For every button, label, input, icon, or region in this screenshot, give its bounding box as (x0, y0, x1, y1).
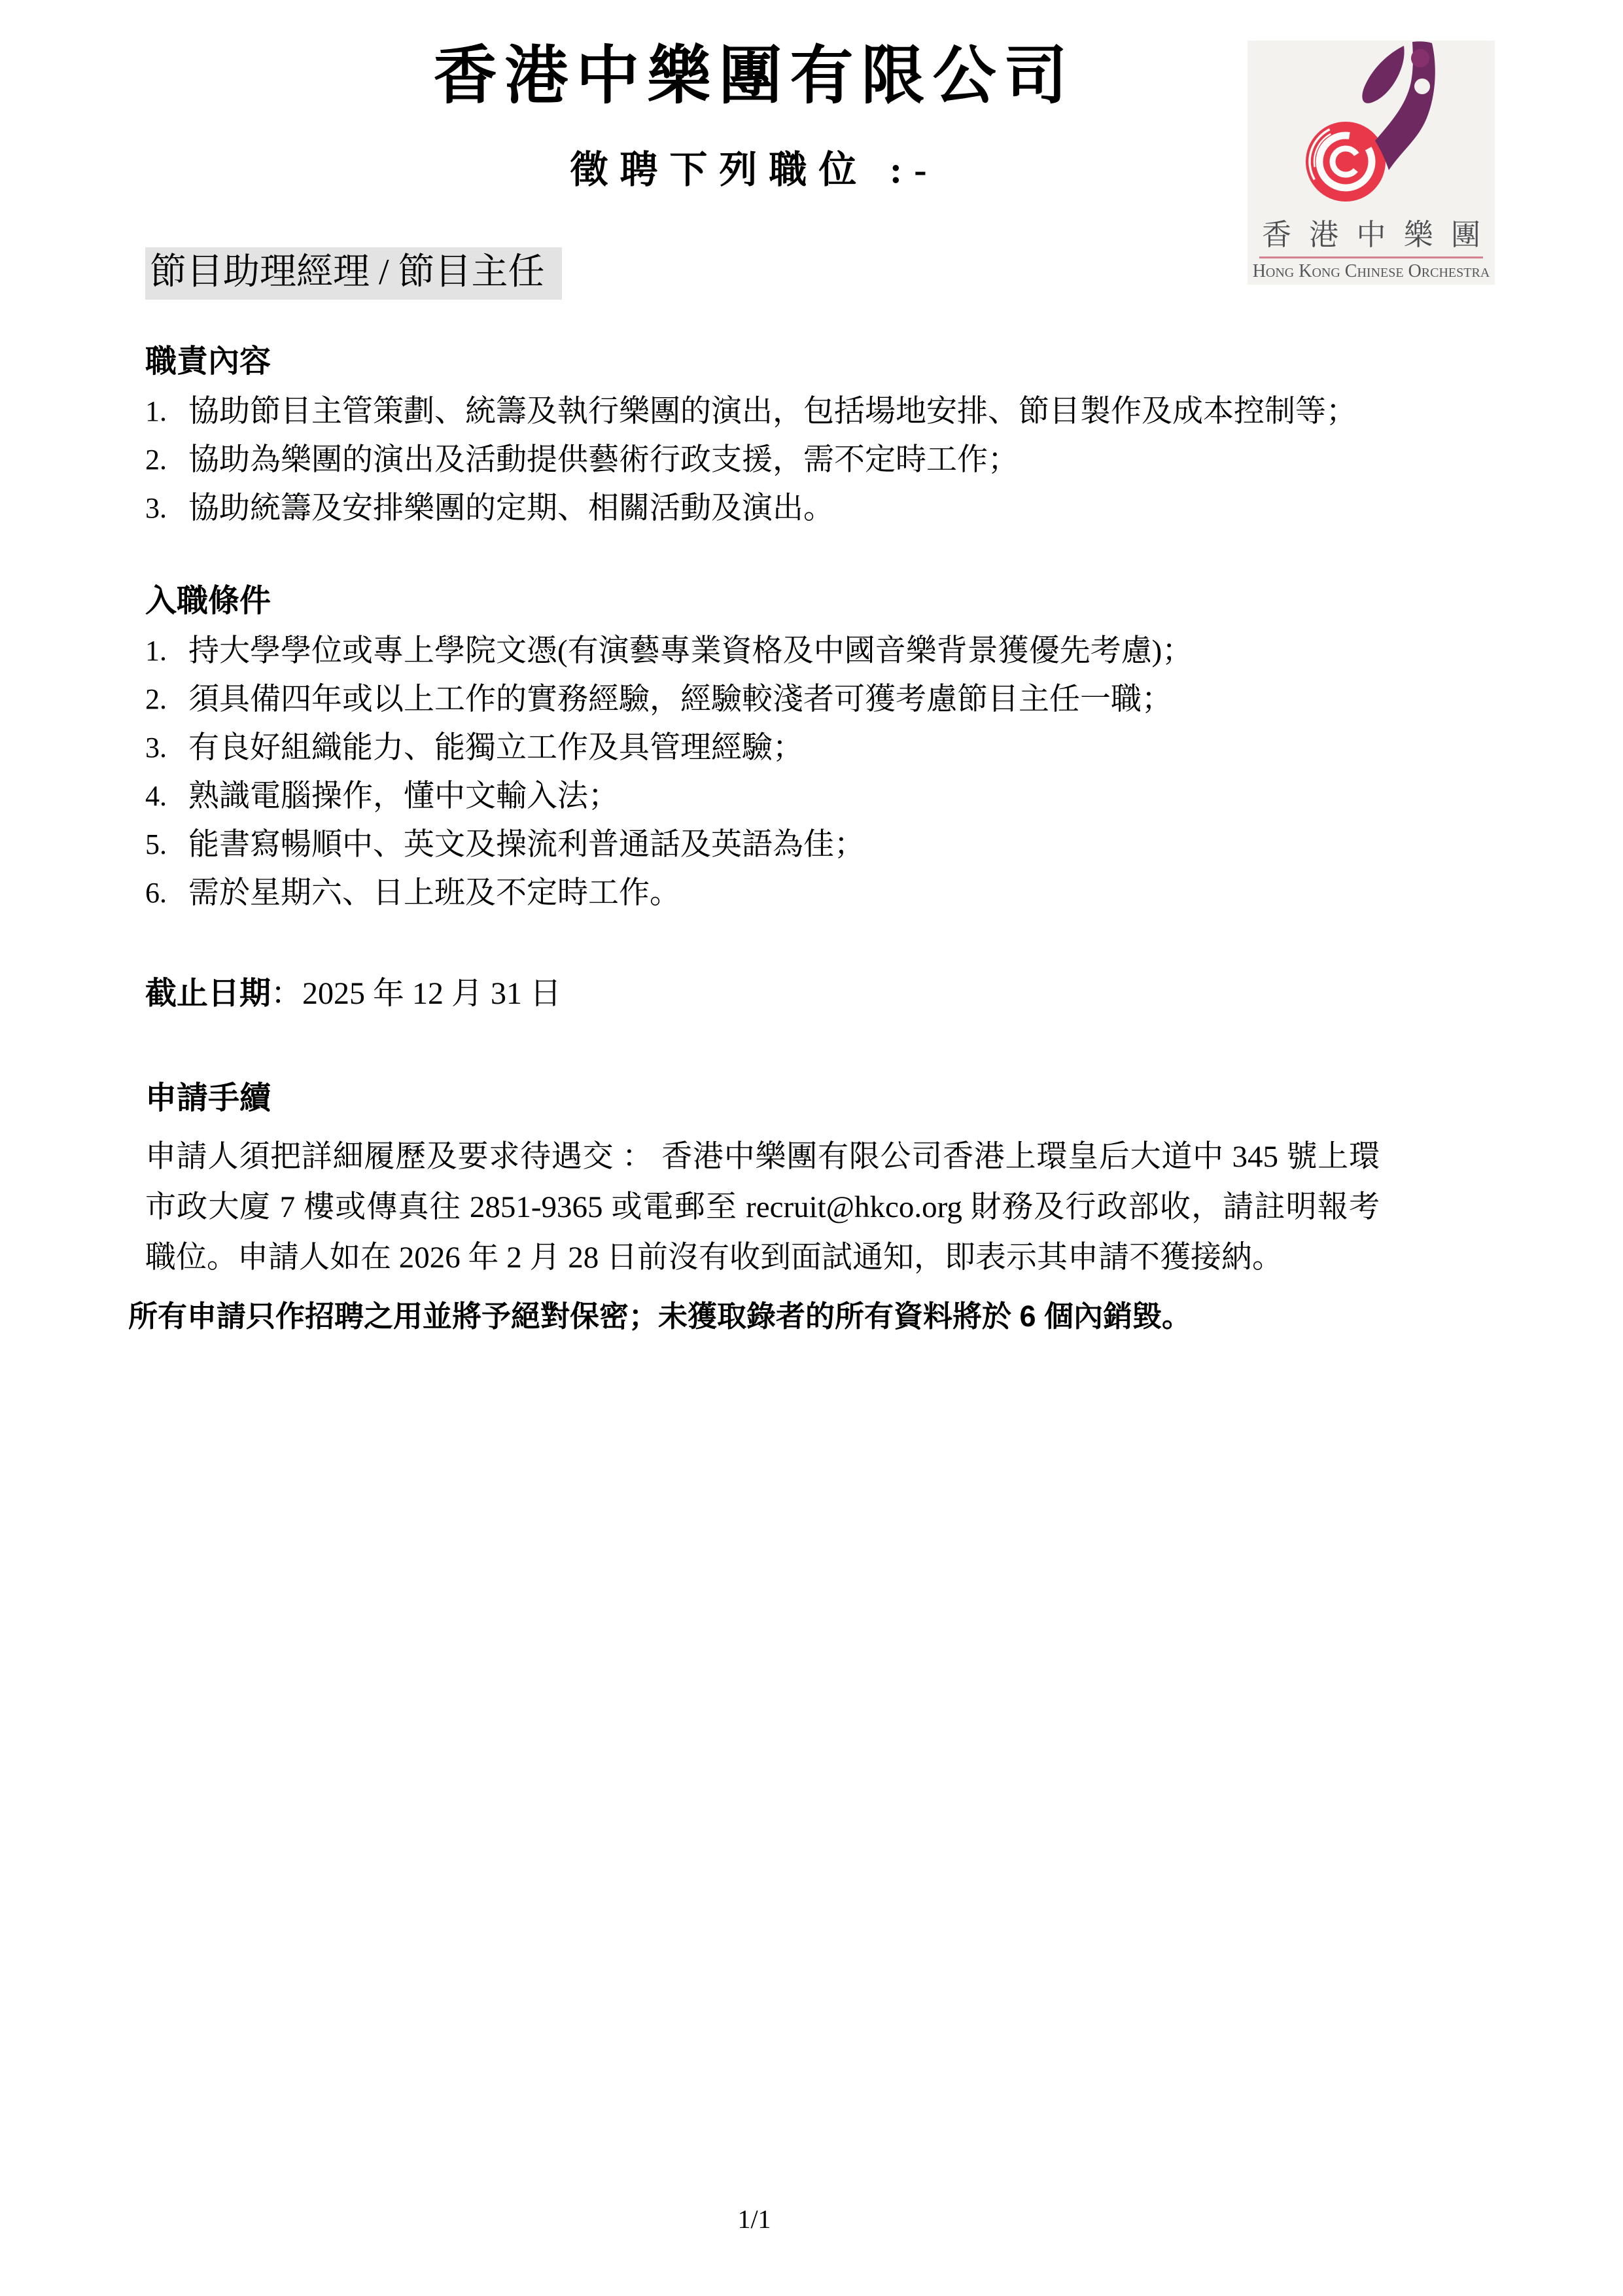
privacy-note: 所有申請只作招聘之用並將予絕對保密；未獲取錄者的所有資料將於 6 個內銷毀。 (128, 1299, 1192, 1333)
list-item: 協助統籌及安排樂團的定期、相關活動及演出。 (188, 491, 834, 525)
document-header (145, 0, 1363, 196)
orchestra-swirl-figure-icon (1248, 41, 1495, 217)
position-title-highlight: 節目助理經理 / 節目主任 (145, 247, 562, 300)
requirements-heading: 入職條件 (145, 584, 271, 618)
deadline-value: ：2025 年 12 月 31 日 (271, 976, 562, 1011)
recruiting-subtitle: 徵聘下列職位 :- (570, 149, 939, 191)
logo-char: 港 (1309, 219, 1339, 251)
list-item: 協助節目主管策劃、統籌及執行樂團的演出，包括場地安排、節目製作及成本控制等； (188, 395, 1357, 429)
list-item: 能書寫暢順中、英文及操流利普通話及英語為佳； (188, 828, 865, 862)
position-title-row (145, 247, 1380, 300)
list-item: 熟識電腦操作，懂中文輸入法； (188, 779, 619, 813)
list-item: 須具備四年或以上工作的實務經驗，經驗較淺者可獲考慮節目主任一職； (188, 682, 1172, 716)
list-item: 協助為樂團的演出及活動提供藝術行政支援，需不定時工作； (188, 443, 1019, 477)
logo-underline (1259, 256, 1483, 258)
responsibilities-list (145, 387, 1380, 533)
list-item: 需於星期六、日上班及不定時工作。 (188, 876, 680, 910)
responsibilities-heading: 職責內容 (145, 344, 271, 379)
requirements-list (145, 627, 1380, 917)
hkco-logo (1248, 41, 1495, 285)
deadline-label: 截止日期 (145, 976, 271, 1011)
page-number: 1/1 (737, 2204, 771, 2234)
logo-char: 團 (1450, 219, 1480, 251)
notice-body (128, 247, 1380, 1339)
company-title: 香港中樂團有限公司 (433, 41, 1075, 111)
application-heading: 申請手續 (145, 1081, 271, 1116)
logo-char: 香 (1262, 219, 1292, 251)
logo-char: 樂 (1403, 219, 1433, 251)
deadline-row (145, 970, 1380, 1018)
application-paragraph: 申請人須把詳細履歷及要求待遇交 ： 香港中樂團有限公司香港上環皇后大道中 345 號上環市政大廈 7 樓或傳真往 2851-9365 或電郵至 recruit@hkco.org 財務及行政部收，請註明報考職位。申請人如在 2026 年 2 月 28 日前沒有收到面試通知，即表示其申請不獲接納。 (145, 1140, 1380, 1275)
logo-char: 中 (1356, 219, 1386, 251)
list-item: 有良好組織能力、能獨立工作及具管理經驗； (188, 731, 803, 765)
logo-english-name: Hong Kong Chinese Orchestra (1252, 261, 1490, 281)
list-item: 持大學學位或專上學院文憑(有演藝專業資格及中國音樂背景獲優先考慮)； (188, 634, 1193, 668)
logo-chinese-name (1262, 219, 1480, 251)
